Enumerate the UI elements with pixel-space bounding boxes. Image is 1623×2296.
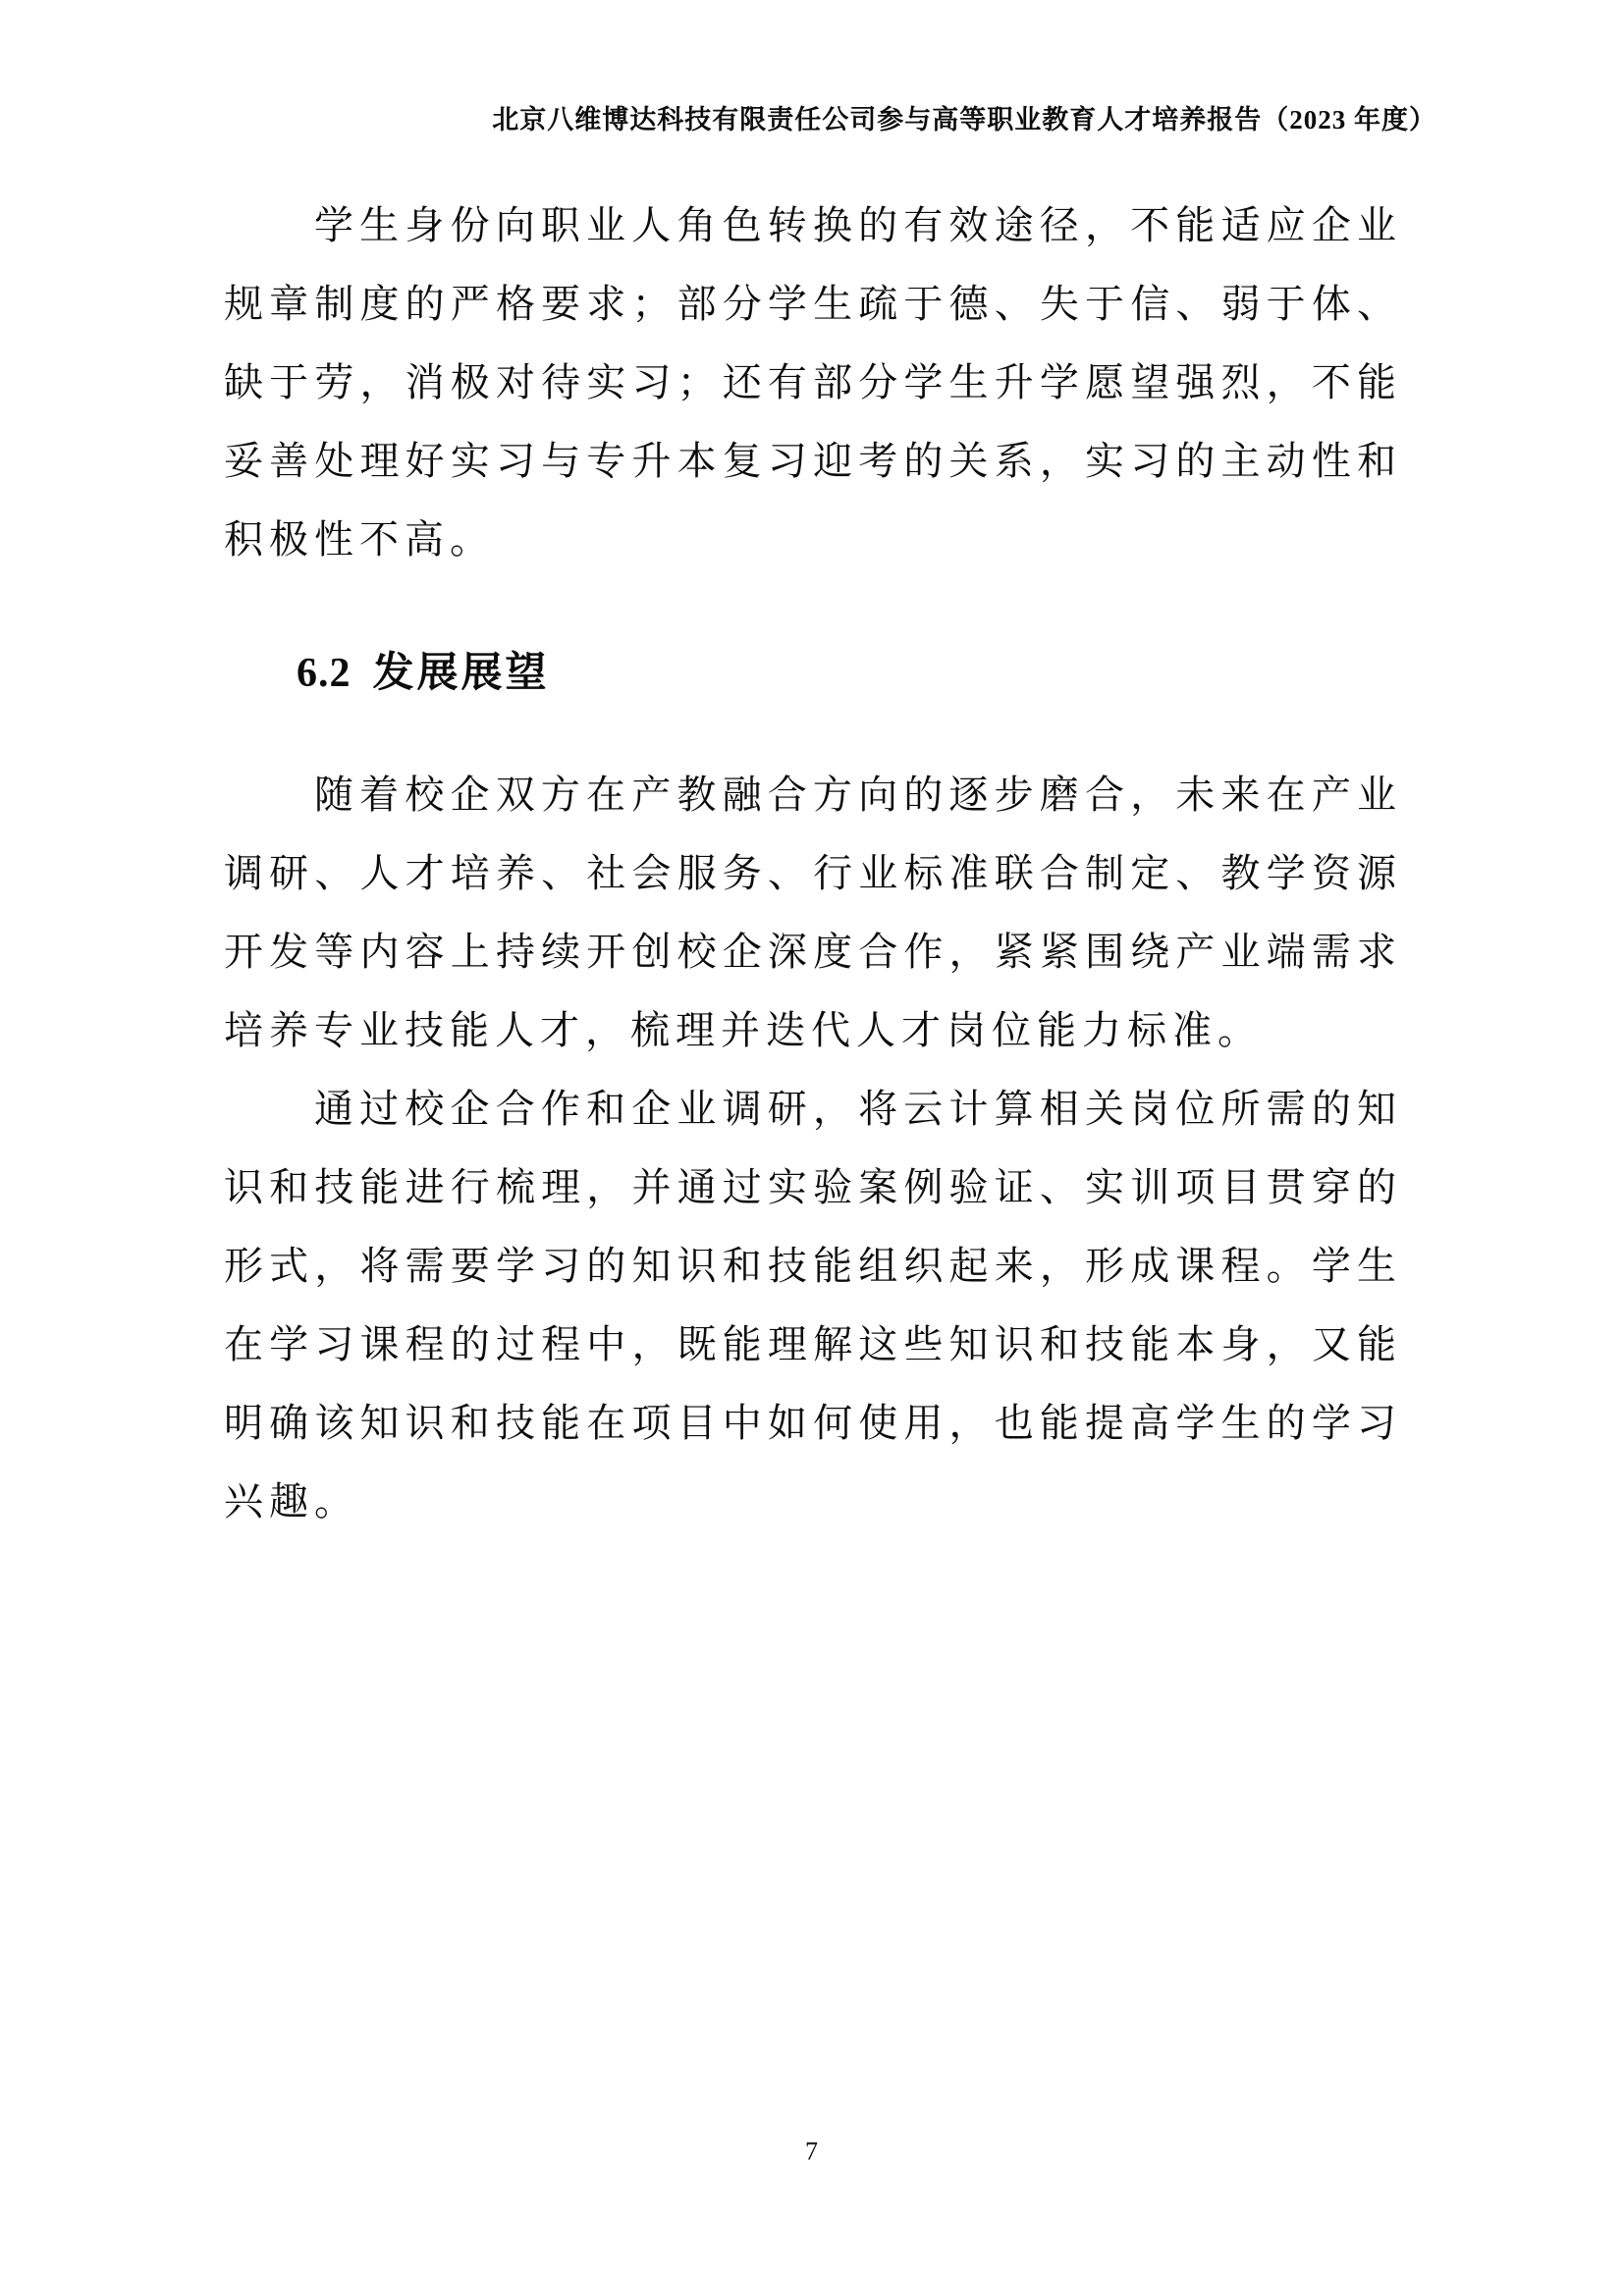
paragraph: 通过校企合作和企业调研，将云计算相关岗位所需的知识和技能进行梳理，并通过实验案例验证、实训项目贯穿的形式，将需要学习的知识和技能组织起来，形成课程。学生在学习课程的过程中，既能理解这些知识和技能本身，又能明确该知识和技能在项目中如何使用，也能提高学生的学习兴趣。 (224, 1087, 1402, 1523)
page-number: 7 (805, 2137, 818, 2165)
paragraph: 随着校企双方在产教融合方向的逐步磨合，未来在产业调研、人才培养、社会服务、行业标准联合制定、教学资源开发等内容上持续开创校企深度合作，紧紧围绕产业端需求培养专业技能人才，梳理并迭代人才岗位能力标准。 (224, 773, 1402, 1052)
section-heading (297, 634, 1402, 713)
document-body (224, 187, 1402, 1541)
page-header: 北京八维博达科技有限责任公司参与高等职业教育人才培养报告（2023 年度） (492, 105, 1436, 134)
section-heading-title: 发展展望 (372, 651, 550, 696)
paragraph: 学生身份向职业人角色转换的有效途径，不能适应企业规章制度的严格要求；部分学生疏于德、失于信、弱于体、缺于劳，消极对待实习；还有部分学生升学愿望强烈，不能妥善处理好实习与专升本复习迎考的关系，实习的主动性和积极性不高。 (224, 203, 1402, 561)
section-heading-number: 6.2 (297, 651, 352, 696)
